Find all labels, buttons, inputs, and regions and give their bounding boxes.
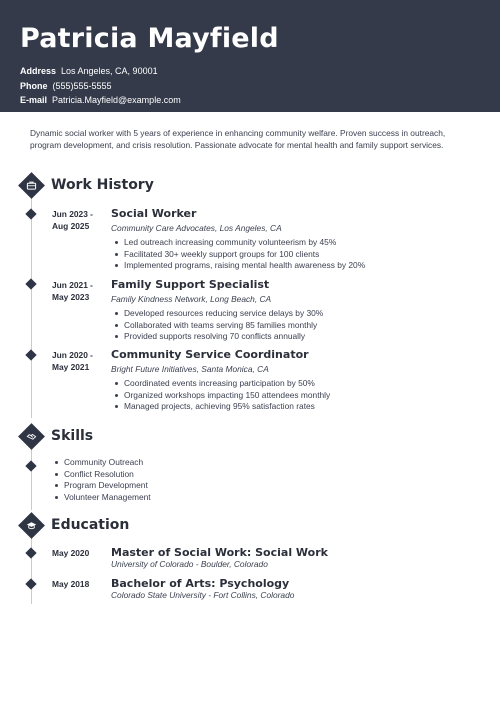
- timeline-marker: [25, 460, 36, 471]
- candidate-name: Patricia Mayfield: [20, 23, 279, 54]
- job-bullets: [124, 378, 330, 413]
- list-item: Managed projects, achieving 95% satisfaction rates: [124, 401, 330, 413]
- job-employer: Community Care Advocates, Los Angeles, CA: [111, 223, 282, 233]
- job-date: Jun 2023 - Aug 2025: [52, 209, 93, 231]
- job-date: Jun 2021 - May 2023: [52, 280, 93, 302]
- list-item: Led outreach increasing community volunteerism by 45%: [124, 237, 365, 249]
- email-value[interactable]: Patricia.Mayfield@example.com: [52, 95, 181, 105]
- professional-summary: Dynamic social worker with 5 years of experience in enhancing community welfare. Proven success in outreach, program development, and crisis resolution. Passionate advocate for mental health and family support services.: [30, 128, 446, 150]
- timeline-marker: [25, 547, 36, 558]
- list-item: Provided supports resolving 70 conflicts annually: [124, 331, 323, 343]
- graduation-cap-icon: [18, 512, 45, 539]
- timeline-line-work: [31, 196, 32, 418]
- education-date: May 2018: [52, 579, 90, 589]
- timeline-marker: [25, 208, 36, 219]
- work-history-title: Work History: [51, 177, 154, 193]
- timeline-marker: [25, 349, 36, 360]
- job-bullets: [124, 237, 365, 272]
- list-item: Collaborated with teams serving 85 families monthly: [124, 320, 323, 332]
- handshake-icon: [18, 423, 45, 450]
- list-item: Program Development: [64, 480, 151, 492]
- phone-value: (555)555-5555: [52, 80, 112, 91]
- timeline-marker: [25, 578, 36, 589]
- school-name: Colorado State University - Fort Collins, Colorado: [111, 590, 295, 600]
- timeline-line-education: [31, 536, 32, 604]
- list-item: Conflict Resolution: [64, 469, 151, 481]
- briefcase-icon: [18, 172, 45, 199]
- education-date: May 2020: [52, 548, 90, 558]
- job-bullets: [124, 308, 323, 343]
- education-title: Education: [51, 517, 130, 533]
- job-date: Jun 2020 - May 2021: [52, 350, 93, 372]
- skills-list: [64, 457, 151, 503]
- list-item: Organized workshops impacting 150 attendees monthly: [124, 389, 331, 400]
- address-label: Address: [20, 66, 57, 76]
- list-item: Coordinated events increasing participation by 50%: [124, 378, 330, 390]
- job-employer: Bright Future Initiatives, Santa Monica, CA: [111, 364, 269, 374]
- contact-info: [20, 64, 500, 108]
- school-name: University of Colorado - Boulder, Colorado: [111, 559, 268, 569]
- address-line: [20, 64, 500, 79]
- list-item: Community Outreach: [64, 457, 151, 469]
- degree-title: Bachelor of Arts: Psychology: [111, 577, 290, 590]
- timeline-marker: [25, 278, 36, 289]
- timeline-line-skills: [31, 448, 32, 510]
- list-item: Facilitated 30+ weekly support groups for 100 clients: [124, 249, 365, 261]
- job-employer: Family Kindness Network, Long Beach, CA: [111, 294, 272, 304]
- job-title: Community Service Coordinator: [111, 348, 309, 361]
- skills-title: Skills: [51, 428, 94, 444]
- resume-header: [0, 0, 500, 112]
- list-item: Implemented programs, raising mental health awareness by 20%: [124, 260, 366, 271]
- email-line: [20, 93, 500, 108]
- address-value: Los Angeles, CA, 90001: [61, 66, 158, 76]
- list-item: Developed resources reducing service delays by 30%: [124, 308, 324, 318]
- phone-label: Phone: [20, 80, 48, 91]
- degree-title: Master of Social Work: Social Work: [111, 546, 328, 559]
- job-title: Family Support Specialist: [111, 278, 270, 291]
- email-label: E-mail: [20, 95, 48, 105]
- list-item: Volunteer Management: [64, 491, 151, 502]
- phone-line: [20, 79, 500, 94]
- job-title: Social Worker: [111, 207, 197, 220]
